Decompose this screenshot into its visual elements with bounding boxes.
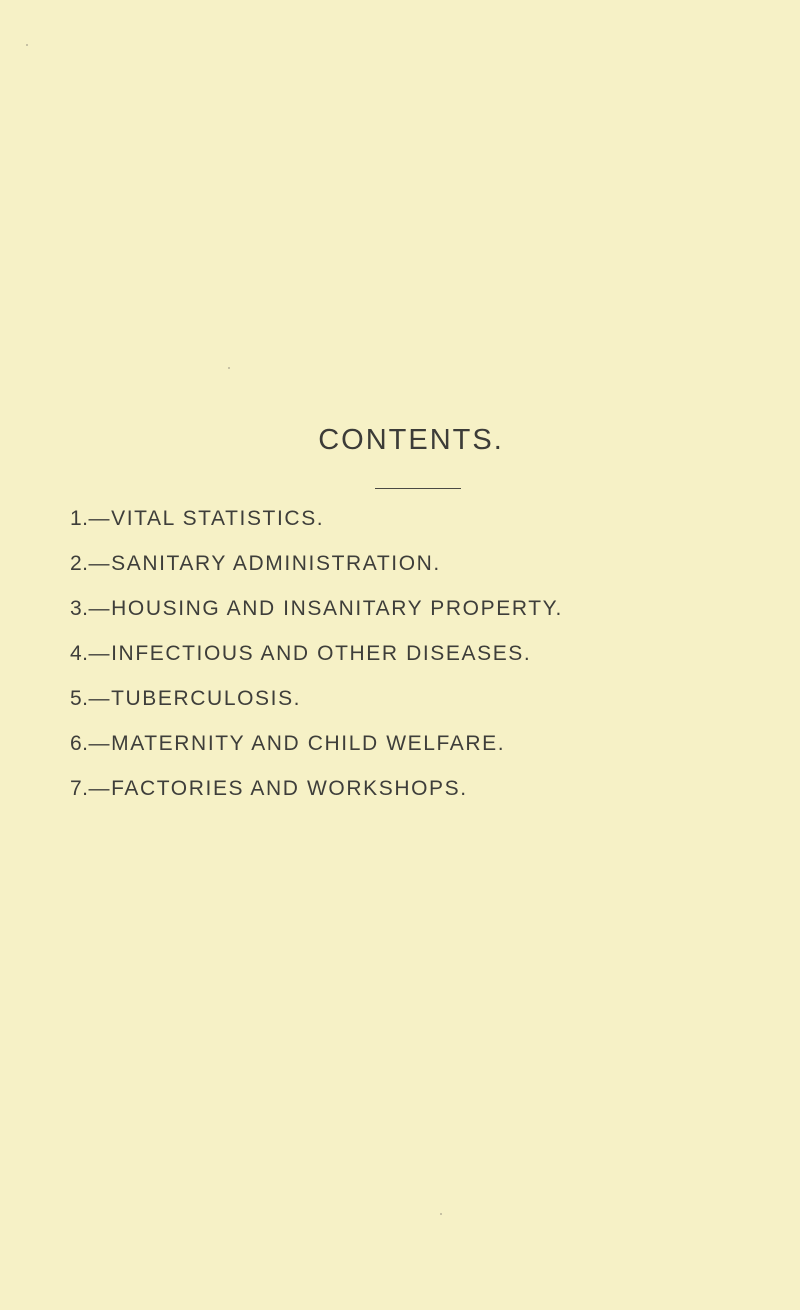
entry-label: —INFECTIOUS AND OTHER DISEASES. — [88, 642, 532, 665]
entry-label: —TUBERCULOSIS. — [88, 687, 302, 710]
entry-label: —MATERNITY AND CHILD WELFARE. — [88, 732, 506, 755]
paper-speck — [228, 367, 230, 369]
contents-entry-tuberculosis — [70, 687, 301, 711]
paper-speck — [440, 1213, 442, 1215]
entry-label: —HOUSING AND INSANITARY PROPERTY. — [88, 597, 563, 620]
entry-label: —SANITARY ADMINISTRATION. — [88, 552, 441, 575]
entry-number: 5. — [70, 687, 89, 710]
entry-number: 1. — [70, 507, 89, 530]
entry-number: 4. — [70, 642, 89, 665]
contents-entry-maternity — [70, 732, 505, 756]
contents-entry-factories — [70, 777, 468, 801]
contents-title: CONTENTS. — [318, 424, 504, 456]
entry-number: 3. — [70, 597, 89, 620]
entry-number: 7. — [70, 777, 89, 800]
entry-number: 2. — [70, 552, 89, 575]
contents-entry-vital-statistics — [70, 507, 324, 531]
contents-entry-sanitary-administration — [70, 552, 441, 576]
entry-label: —VITAL STATISTICS. — [88, 507, 325, 530]
contents-entry-infectious-diseases — [70, 642, 531, 666]
entry-number: 6. — [70, 732, 89, 755]
title-underline — [375, 488, 461, 489]
paper-speck — [26, 44, 28, 46]
entry-label: —FACTORIES AND WORKSHOPS. — [88, 777, 468, 800]
contents-entry-housing — [70, 597, 563, 621]
